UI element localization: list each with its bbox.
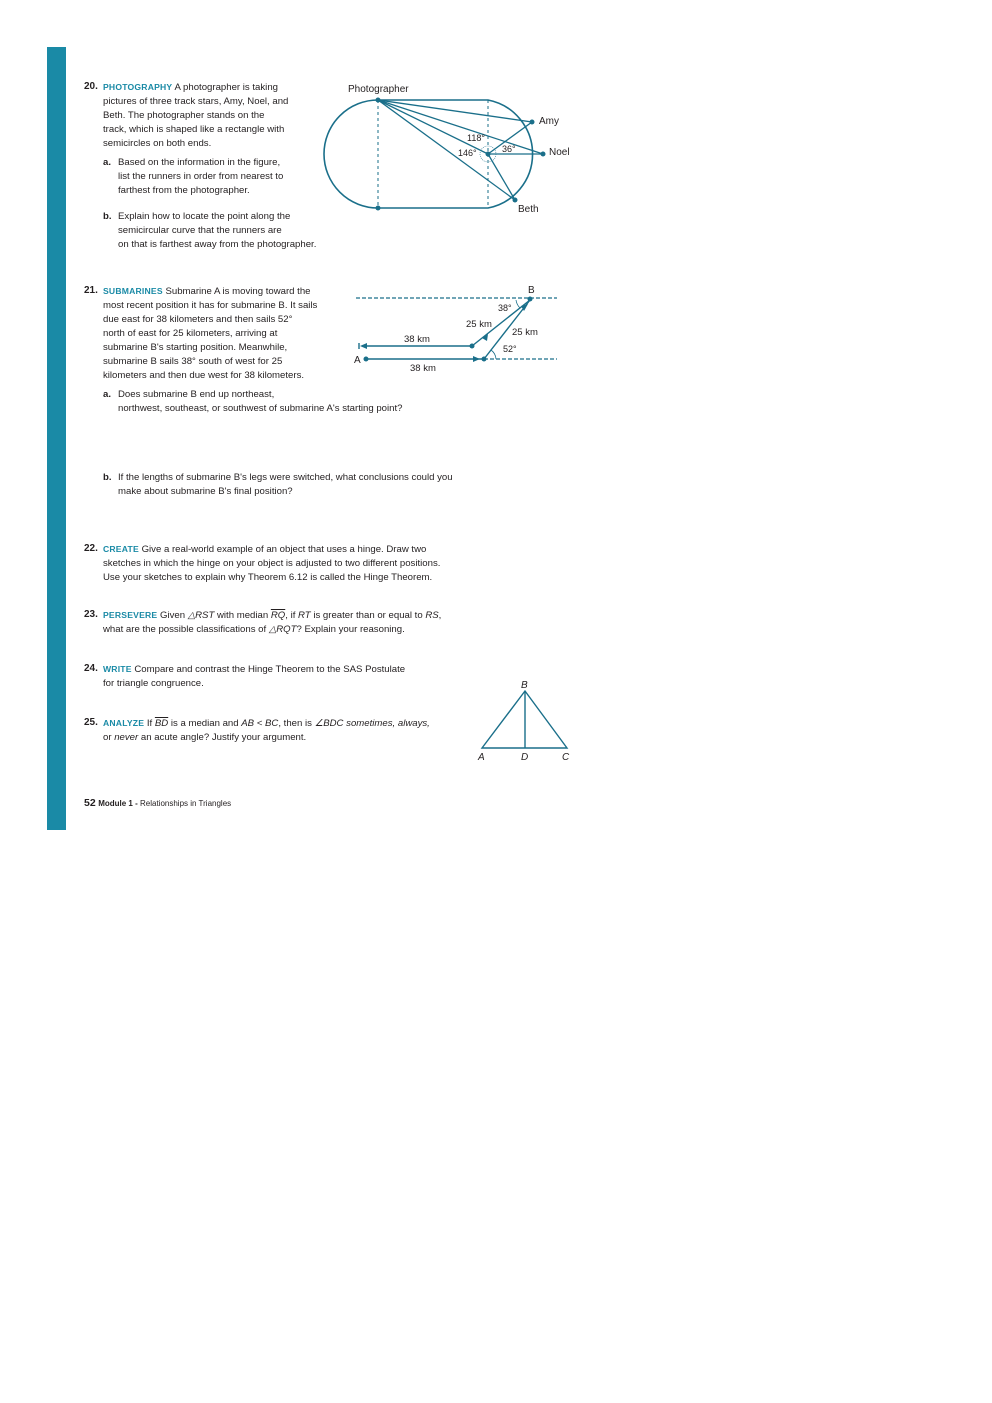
module-title: Relationships in Triangles: [139, 799, 232, 808]
page-footer: 52 Module 1 - Relationships in Triangles: [84, 797, 232, 809]
triangle-figure: [472, 677, 582, 767]
problem-number: 20.: [84, 81, 98, 92]
problem-tag: PHOTOGRAPHY: [103, 82, 173, 92]
label-a: A: [354, 355, 361, 366]
problem-number: 23.: [84, 609, 98, 620]
problem-tag: ANALYZE: [103, 718, 145, 728]
problem-number: 22.: [84, 543, 98, 554]
label-angle-146: 146°: [458, 148, 477, 158]
label-25km-b: 25 km: [466, 319, 492, 330]
label-38km-b: 38 km: [404, 334, 430, 345]
problem-tag: CREATE: [103, 544, 139, 554]
label-b: B: [521, 680, 528, 691]
label-d: D: [521, 752, 529, 763]
page-number: 52: [84, 797, 96, 809]
label-angle-52: 52°: [503, 344, 517, 354]
label-photographer: Photographer: [348, 84, 409, 95]
problem-tag: SUBMARINES: [103, 286, 163, 296]
label-c: C: [562, 752, 570, 763]
label-beth: Beth: [518, 204, 539, 215]
label-38km-a: 38 km: [410, 363, 436, 374]
problem-number: 24.: [84, 663, 98, 674]
sidebar-accent-bar: [47, 47, 66, 830]
label-25km-a: 25 km: [512, 327, 538, 338]
track-figure: [310, 78, 585, 218]
label-angle-118: 118°: [467, 133, 485, 143]
label-noel: Noel: [549, 147, 570, 158]
label-angle-36: 36°: [502, 144, 516, 154]
label-angle-38: 38°: [498, 303, 512, 313]
problem-tag: PERSEVERE: [103, 610, 158, 620]
module-label: Module 1: [98, 799, 133, 808]
problem-tag: WRITE: [103, 664, 132, 674]
problem-number: 21.: [84, 285, 98, 296]
label-a: A: [478, 752, 485, 763]
submarine-figure: [350, 282, 565, 377]
label-b: B: [528, 285, 535, 296]
problem-number: 25.: [84, 717, 98, 728]
label-amy: Amy: [539, 116, 559, 127]
